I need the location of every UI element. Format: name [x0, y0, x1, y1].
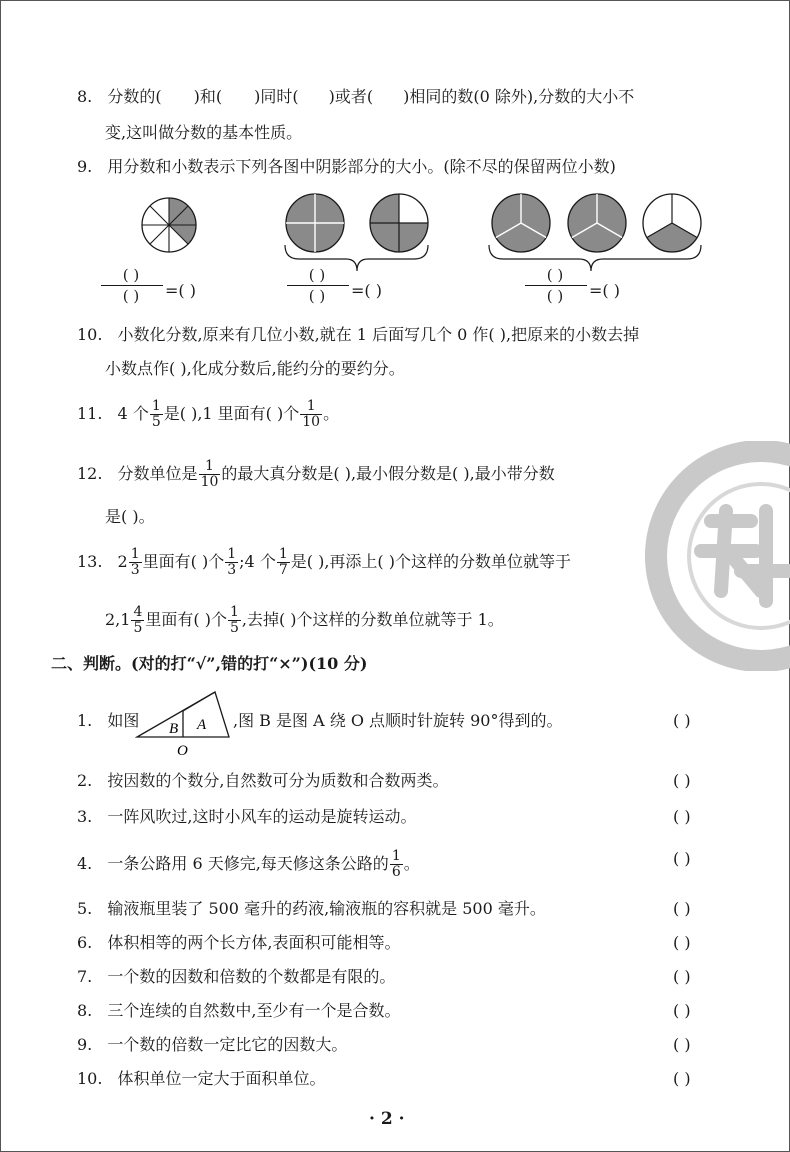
- question-number: 9.: [77, 1035, 93, 1054]
- fraction: $\frac{4}{5}$: [133, 604, 143, 636]
- fill-q13-line1: 13. 2 $\frac{1}{3}$ 里面有( )个 $\frac{1}{3}$ ;4 个 $\frac{1}{7}$ 是( ),再添上( )个这样的分数单位就等于: [77, 546, 571, 578]
- judge-q9: 9. 一个数的倍数一定比它的因数大。: [77, 1035, 348, 1054]
- question-number: 12.: [77, 464, 103, 483]
- question-number: 11.: [77, 404, 103, 423]
- question-number: 3.: [77, 807, 93, 826]
- question-number: 8.: [77, 1001, 93, 1020]
- question-number: 4.: [77, 854, 93, 873]
- question-number: 2.: [77, 771, 93, 790]
- circle-eighths: [142, 198, 196, 252]
- fill-q12-line1: 12. 分数单位是 $\frac{1}{10}$ 的最大真分数是( ),最小假分数是( ),最小带分数: [77, 458, 555, 490]
- question-number: 1.: [77, 711, 93, 730]
- fill-q13-line2: 2,1 $\frac{4}{5}$ 里面有( )个 $\frac{1}{5}$ ,去掉( )个这样的分数单位就等于 1。: [105, 604, 504, 636]
- judge-q1: 1. 如图: [77, 711, 140, 730]
- fill-q10-line1: 10. 小数化分数,原来有几位小数,就在 1 后面写几个 0 作( ),把原来的小数去掉: [77, 325, 640, 344]
- stamp-watermark: [641, 441, 790, 671]
- fraction: $\frac{1}{5}$: [229, 604, 239, 636]
- label-o: O: [177, 743, 188, 759]
- fill-q10-line2: 小数点作( ),化成分数后,能约分的要约分。: [105, 359, 405, 378]
- fill-q8-line2: 变,这叫做分数的基本性质。: [105, 123, 303, 142]
- answer-box-5[interactable]: ( ): [673, 899, 691, 918]
- question-number: 8.: [77, 87, 93, 106]
- judge-q3: 3. 一阵风吹过,这时小风车的运动是旋转运动。: [77, 807, 417, 826]
- circle-thirds-full-2: [568, 194, 626, 252]
- circle-quarters-three: [370, 194, 428, 252]
- judge-q2: 2. 按因数的个数分,自然数可分为质数和合数两类。: [77, 771, 449, 790]
- fill-q9-line: 9. 用分数和小数表示下列各图中阴影部分的大小。(除不尽的保留两位小数): [77, 157, 616, 176]
- question-number: 13.: [77, 552, 103, 571]
- section-judge-title: 二、判断。(对的打“√”,错的打“×”)(10 分): [51, 654, 368, 673]
- fraction: $\frac{1}{6}$: [391, 848, 401, 880]
- fill-q8-line1: 8. 分数的( )和( )同时( )或者( )相同的数(0 除外),分数的大小不: [77, 87, 635, 106]
- q9-answer-1[interactable]: ( ) ( ): [101, 265, 163, 306]
- answer-box-3[interactable]: ( ): [673, 807, 691, 826]
- answer-box-2[interactable]: ( ): [673, 771, 691, 790]
- answer-box-9[interactable]: ( ): [673, 1035, 691, 1054]
- fraction: $\frac{1}{7}$: [278, 546, 288, 578]
- label-b: B: [169, 721, 179, 737]
- q9-eq-3[interactable]: =( ): [589, 281, 620, 300]
- fraction: $\frac{1}{5}$: [151, 398, 161, 430]
- label-a: A: [197, 717, 207, 733]
- judge-q10: 10. 体积单位一定大于面积单位。: [77, 1069, 326, 1088]
- page-number: · 2 ·: [369, 1109, 405, 1129]
- q9-eq-2[interactable]: =( ): [351, 281, 382, 300]
- answer-box-7[interactable]: ( ): [673, 967, 691, 986]
- judge-q8: 8. 三个连续的自然数中,至少有一个是合数。: [77, 1001, 401, 1020]
- judge-q6: 6. 体积相等的两个长方体,表面积可能相等。: [77, 933, 401, 952]
- question-number: 7.: [77, 967, 93, 986]
- fill-q12-line2: 是( )。: [105, 507, 155, 526]
- question-number: 10.: [77, 325, 103, 344]
- question-number: 9.: [77, 157, 93, 176]
- worksheet-page: 8. 分数的( )和( )同时( )或者( )相同的数(0 除外),分数的大小不 变,这叫做分数的基本性质。 9. 用分数和小数表示下列各图中阴影部分的大小。(除不尽的保留两位小数) ( ) ( ) =( ) ( ) ( ) =( ) ( ) ( ) =( ) 10. 小数化分数,原来有几位小数,就在 1 后面写几个 0 作( ),把原来的小数去掉 小数点作( ),化成分数后,能约分的要约分。 11. 4 个 $\frac{1}{5}$ 是( ),1 里面有( )个 $\frac{1}{10}$ 。 12. 分数单位是 $\frac{1}{10}$ 的最大真分数是( ),最小假分数是( ),最小带分数 是( )。 13. 2 $\frac{1}{3}$ 里面有( )个 $\frac{1}{3}$ ;4 个 $\frac{1}{7}$ 是( ),再添上( )个这样的分数单位就等于 2,1 $\frac{4}{5}$ 里面有( )个 $\frac{1}{5}$ ,去掉( )个这样的分数单位就等于 1。 二、判断。(对的打“√”,错的打“×”)(10 分) 1. 如图 B A O ,图 B 是图 A 绕 O 点顺时针旋转 90°得到的。 ( ) 2. 按因数的个数分,自然数可分为质数和合数两类。 ( ) 3. 一阵风吹过,这时小风车的运动是旋转运动。 ( ) 4. 一条公路用 6 天修完,每天修这条公路的 $\frac{1}{6}$ 。 ( ) 5. 输液瓶里装了 500 毫升的药液,输液瓶的容积就是 500 毫升。 ( ) 6. 体积相等的两个长方体,表面积可能相等。 ( ) 7. 一个数的因数和倍数的个数都是有限的。 ( ) 8. 三个连续的自然数中,至少有一个是合数。 ( ) 9. 一个数的倍数一定比它的因数大。 ( ) 10. 体积单位一定大于面积单位。 ( ) · 2 ·: [0, 0, 790, 1152]
- circle-quarters-full: [286, 194, 344, 252]
- answer-box-4[interactable]: ( ): [673, 849, 691, 868]
- triangle-figure: [135, 689, 235, 759]
- answer-box-1[interactable]: ( ): [673, 711, 691, 730]
- judge-q7: 7. 一个数的因数和倍数的个数都是有限的。: [77, 967, 396, 986]
- q9-answer-2[interactable]: ( ) ( ): [287, 265, 349, 306]
- fraction: $\frac{1}{3}$: [227, 546, 237, 578]
- fraction: $\frac{1}{10}$: [200, 458, 219, 490]
- answer-box-10[interactable]: ( ): [673, 1069, 691, 1088]
- q9-answer-3[interactable]: ( ) ( ): [525, 265, 587, 306]
- circle-thirds-full-1: [492, 194, 550, 252]
- answer-box-8[interactable]: ( ): [673, 1001, 691, 1020]
- q9-eq-1[interactable]: =( ): [165, 281, 196, 300]
- question-number: 5.: [77, 899, 93, 918]
- fraction: $\frac{1}{3}$: [130, 546, 140, 578]
- judge-q4: 4. 一条公路用 6 天修完,每天修这条公路的 $\frac{1}{6}$ 。: [77, 848, 420, 880]
- question-number: 10.: [77, 1069, 103, 1088]
- fraction: $\frac{1}{10}$: [302, 398, 321, 430]
- circle-thirds-one: [643, 194, 701, 252]
- fill-q11: 11. 4 个 $\frac{1}{5}$ 是( ),1 里面有( )个 $\frac{1}{10}$ 。: [77, 398, 340, 430]
- answer-box-6[interactable]: ( ): [673, 933, 691, 952]
- question-number: 6.: [77, 933, 93, 952]
- judge-q5: 5. 输液瓶里装了 500 毫升的药液,输液瓶的容积就是 500 毫升。: [77, 899, 546, 918]
